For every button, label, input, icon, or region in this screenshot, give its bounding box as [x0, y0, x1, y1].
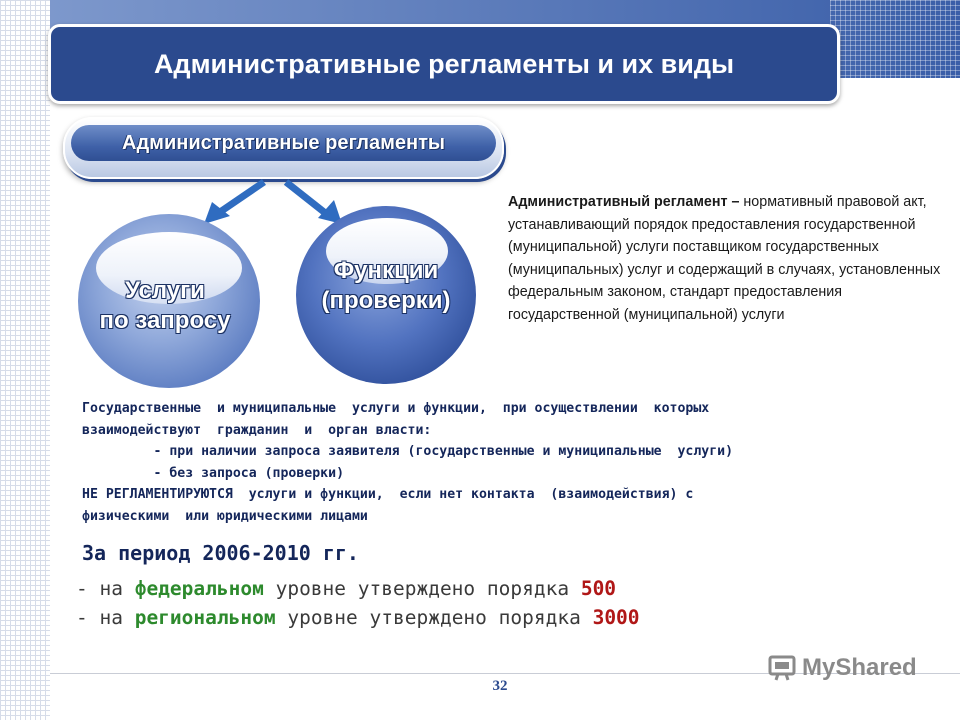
services-line1: Услуги	[125, 277, 205, 304]
federal-prefix: - на	[76, 577, 135, 600]
services-circle	[78, 214, 260, 388]
info-line: физическими или юридическими лицами	[82, 508, 368, 524]
functions-circle-label	[321, 256, 450, 316]
period-heading: За период 2006-2010 гг.	[82, 541, 359, 565]
pill-label: Административные регламенты	[122, 131, 445, 154]
page-number: 32	[492, 678, 508, 694]
arrow-left-down-icon	[204, 182, 264, 224]
regional-line	[76, 606, 640, 629]
services-line2: по запросу	[99, 307, 231, 334]
regional-middle: уровне утверждено порядка	[275, 606, 593, 629]
functions-line2: (проверки)	[321, 287, 451, 314]
services-circle-label	[100, 276, 231, 336]
regional-value: 3000	[592, 606, 640, 629]
federal-middle: уровне утверждено порядка	[263, 577, 581, 600]
myshared-logo	[768, 654, 917, 682]
regional-level: региональном	[134, 606, 276, 629]
federal-value: 500	[580, 577, 617, 600]
header-grid-pattern	[830, 0, 960, 78]
info-line: - без запроса (проверки)	[82, 465, 345, 481]
info-line: НЕ РЕГЛАМЕНТИРУЮТСЯ услуги и функции, если нет контакта (взаимодействия) с	[82, 487, 694, 502]
functions-circle	[296, 206, 476, 384]
federal-level: федеральном	[134, 577, 264, 600]
myshared-logo-icon	[768, 654, 798, 682]
functions-line1: Функции	[333, 257, 439, 284]
info-block	[82, 398, 952, 527]
federal-line	[76, 577, 616, 600]
arrow-right-down-icon	[286, 182, 342, 224]
definition-term: Административный регламент –	[508, 194, 740, 210]
info-line: - при наличии запроса заявителя (государственные и муниципальные услуги)	[82, 444, 734, 459]
decorative-grid-strip	[0, 0, 50, 720]
page-title: Административные регламенты и их виды	[153, 48, 735, 79]
definition-text	[508, 191, 948, 326]
regional-prefix: - на	[76, 606, 135, 629]
definition-body: нормативный правовой акт, устанавливающий порядок предоставления государственной (муниципальной) услуги поставщиком государственных (муниципальных) услуг и содержащий в случаях, установленных федеральным законом, стандарт предоставления государственной (муниципальной) услуги	[508, 194, 941, 323]
logo-text: MyShared	[802, 654, 917, 681]
regulations-pill	[63, 117, 504, 179]
pill-inner	[71, 125, 496, 161]
info-line: взаимодействуют гражданин и орган власти:	[82, 422, 432, 438]
title-bar	[48, 24, 840, 104]
info-line: Государственные и муниципальные услуги и функции, при осуществлении которых	[82, 401, 710, 416]
